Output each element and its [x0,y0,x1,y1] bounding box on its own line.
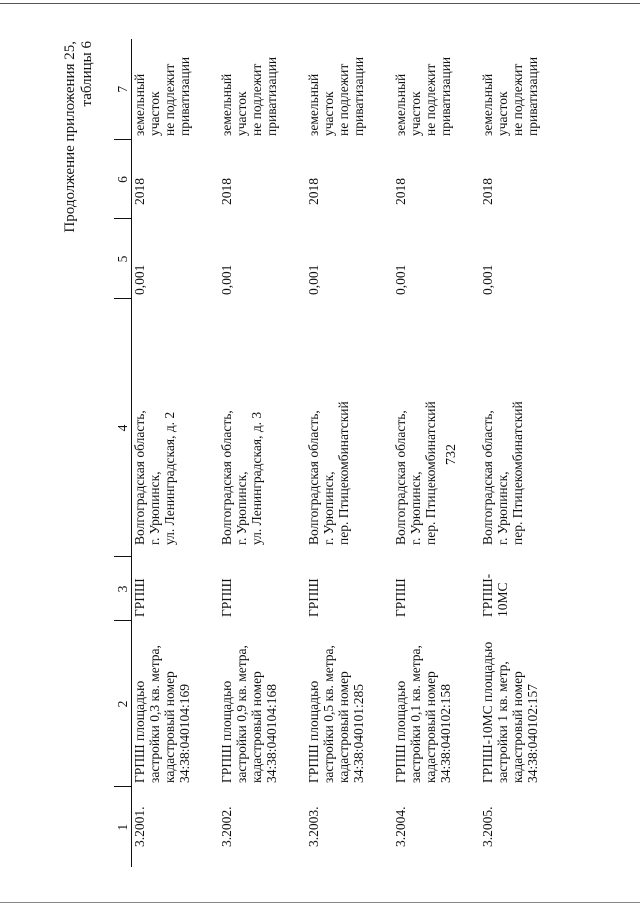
description-line: застройки 0,3 кв. метра, [147,645,162,783]
description-line: застройки 0,5 кв. метра, [321,645,336,783]
property-register-table [114,39,567,867]
note-line: участок [495,91,510,136]
address-line: Волгоградская область, [219,410,234,545]
type-line: ГРПШ [132,578,147,617]
area-cell [306,219,393,299]
note-cell [306,39,393,140]
row-number: 3.2005. [480,806,495,847]
note-line: земельный [219,73,234,136]
note-line: приватизации [438,56,453,136]
column-header: 6 [114,140,132,219]
note-cell [132,39,220,140]
address-line: г. Урюпинск, [408,471,423,545]
note-line: участок [147,91,162,136]
note-line: не подлежит [423,63,438,136]
note-cell [393,39,480,140]
note-line: не подлежит [162,63,177,136]
description-line: кадастровый номер [162,671,177,783]
note-line: участок [321,91,336,136]
heading-line-2: таблицы 6 [79,41,95,107]
row-number: 3.2001. [132,806,147,847]
type-line: ГРПШ [393,578,408,617]
note-line: приватизации [351,56,366,136]
description-line: ГРПШ площадью [393,680,408,783]
note-line: приватизации [177,56,192,136]
description-line: 34:38:040102:157 [525,683,540,783]
year-value: 2018 [306,178,321,205]
type-line: ГРПШ- [480,573,495,617]
note-line: не подлежит [336,63,351,136]
column-header: 4 [114,299,132,557]
area-cell [393,219,480,299]
area-cell [480,219,567,299]
table-continuation-heading [62,41,96,265]
description-line: ГРПШ-10МС площадью [480,641,495,783]
description-cell [306,621,393,787]
note-line: земельный [132,73,147,136]
row-number: 3.2004. [393,806,408,847]
address-line: ул. Ленинградская, д. 3 [249,411,264,545]
address-cell [306,299,393,557]
description-line: застройки 0,1 кв. метра, [408,645,423,783]
note-cell [219,39,306,140]
table-row [132,39,220,867]
address-line: Волгоградская область, [132,410,147,545]
description-cell [132,621,220,787]
address-line: Волгоградская область, [393,410,408,545]
area-cell [132,219,220,299]
description-line: 34:38:040104:168 [264,683,279,783]
column-number-row [114,39,132,867]
note-line: земельный [480,73,495,136]
description-line: застройки 0,9 кв. метра, [234,645,249,783]
year-cell [480,140,567,219]
note-line: участок [408,91,423,136]
table-row [393,39,480,867]
type-cell [480,557,567,621]
address-line: пер. Птицекомбинатский [336,401,351,545]
description-cell [480,621,567,787]
heading-line-1: Продолжение приложения 25, [62,41,78,233]
type-line: 10МС [495,582,510,617]
row-number: 3.2002. [219,806,234,847]
column-header: 1 [114,787,132,867]
table-row [480,39,567,867]
address-line: Волгоградская область, [306,410,321,545]
area-value: 0,001 [393,264,408,295]
year-value: 2018 [219,178,234,205]
column-header: 3 [114,557,132,621]
description-line: застройки 1 кв. метр, [495,661,510,783]
note-line: земельный [306,73,321,136]
description-cell [219,621,306,787]
type-cell [132,557,220,621]
address-line: г. Урюпинск, [234,471,249,545]
address-line: пер. Птицекомбинатский [510,401,525,545]
row-number-cell [306,787,393,867]
address-line: г. Урюпинск, [147,471,162,545]
page-number: 732 [444,444,459,465]
row-number-cell [132,787,220,867]
row-number-cell [393,787,480,867]
column-header: 2 [114,621,132,787]
type-cell [306,557,393,621]
column-header: 5 [114,219,132,299]
area-value: 0,001 [132,264,147,295]
year-value: 2018 [132,178,147,205]
row-number-cell [219,787,306,867]
area-cell [219,219,306,299]
description-line: кадастровый номер [423,671,438,783]
type-cell [393,557,480,621]
address-line: пер. Птицекомбинатский [423,401,438,545]
description-line: кадастровый номер [336,671,351,783]
description-line: кадастровый номер [510,671,525,783]
table-row [219,39,306,867]
column-header: 7 [114,39,132,140]
address-line: ул. Ленинградская, д. 2 [162,411,177,545]
row-number: 3.2003. [306,806,321,847]
address-line: г. Урюпинск, [495,471,510,545]
description-line: ГРПШ площадью [219,680,234,783]
address-line: Волгоградская область, [480,410,495,545]
year-value: 2018 [393,178,408,205]
table-row [306,39,393,867]
area-value: 0,001 [480,264,495,295]
year-cell [132,140,220,219]
description-line: кадастровый номер [249,671,264,783]
note-line: участок [234,91,249,136]
address-cell [480,299,567,557]
note-line: приватизации [525,56,540,136]
address-line: г. Урюпинск, [321,471,336,545]
address-cell [132,299,220,557]
year-cell [393,140,480,219]
area-value: 0,001 [219,264,234,295]
description-line: ГРПШ площадью [132,680,147,783]
note-cell [480,39,567,140]
note-line: земельный [393,73,408,136]
description-line: 34:38:040102:158 [438,683,453,783]
description-line: ГРПШ площадью [306,680,321,783]
year-cell [306,140,393,219]
row-number-cell [480,787,567,867]
note-line: приватизации [264,56,279,136]
type-line: ГРПШ [306,578,321,617]
year-cell [219,140,306,219]
type-line: ГРПШ [219,578,234,617]
year-value: 2018 [480,178,495,205]
description-line: 34:38:040101:285 [351,683,366,783]
address-cell [219,299,306,557]
area-value: 0,001 [306,264,321,295]
note-line: не подлежит [510,63,525,136]
address-cell [393,299,480,557]
description-cell [393,621,480,787]
note-line: не подлежит [249,63,264,136]
type-cell [219,557,306,621]
description-line: 34:38:040104:169 [177,683,192,783]
